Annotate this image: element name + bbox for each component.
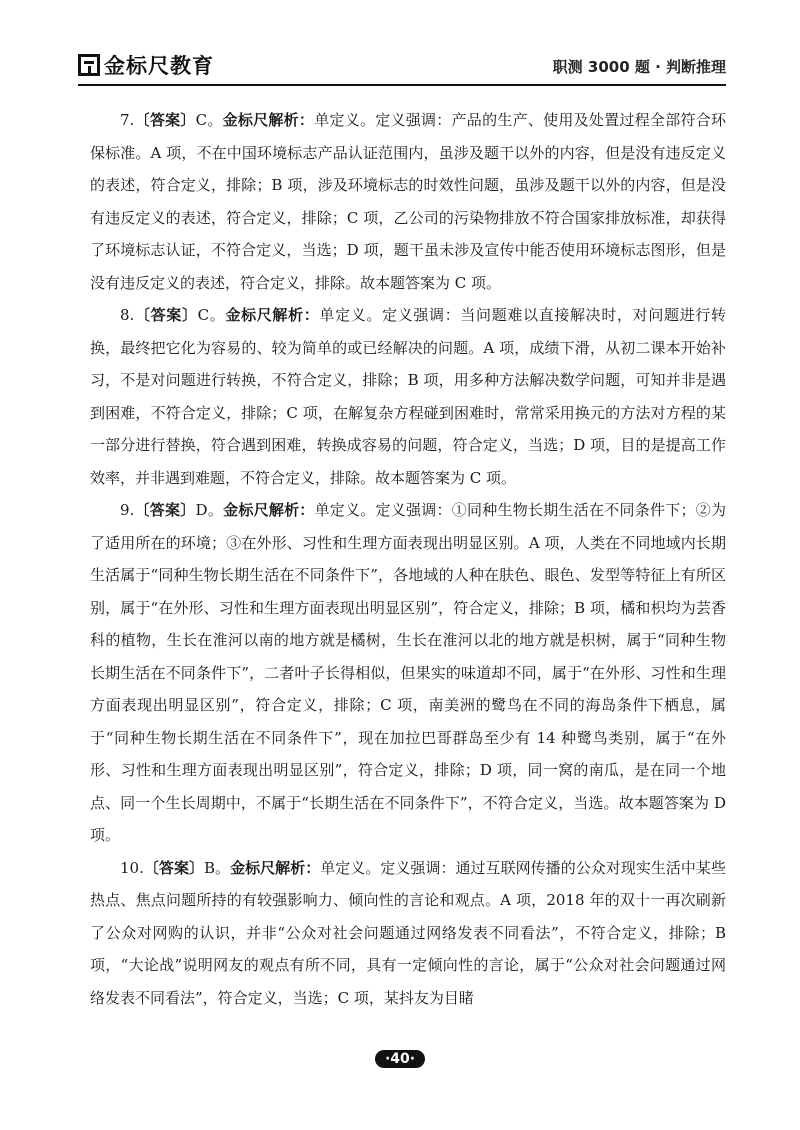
answer-paragraph-8 <box>90 299 726 494</box>
analysis-label: 金标尺解析： <box>225 306 320 324</box>
analysis-body: 单定义。定义强调：产品的生产、使用及处置过程全部符合环保标准。A 项，不在中国环境标志产品认证范围内，虽涉及题干以外的内容，但是没有违反定义的表述，符合定义，排除；B 项，涉及环境标志的时效性问题，虽涉及题干以外的内容，但是没有违反定义的表述，符合定义，排除；C 项，乙公司的污染物排放不符合国家排放标准，却获得了环境标志认证，不符合定义，当选；D 项，题干虽未涉及宣传中能否使用环境标志图形，但是没有违反定义的表述，符合定义，排除。故本题答案为 C 项。 <box>90 111 726 292</box>
analysis-body: 单定义。定义强调：当问题难以直接解决时，对问题进行转换，最终把它化为容易的、较为简单的或已经解决的问题。A 项，成绩下滑，从初二课本开始补习，不是对问题进行转换，不符合定义，排除；B 项，用多种方法解决数学问题，可知并非是遇到困难，不符合定义，排除；C 项，在解复杂方程碰到困难时，常常采用换元的方法对方程的某一部分进行替换，符合遇到困难，转换成容易的问题，符合定义，当选；D 项，目的是提高工作效率，并非遇到难题，不符合定义，排除。故本题答案为 C 项。 <box>90 306 726 487</box>
header-divider <box>78 84 726 86</box>
answer-letter: B。 <box>204 858 231 877</box>
answer-paragraph-7 <box>90 104 726 299</box>
analysis-label: 金标尺解析： <box>222 111 315 129</box>
answer-paragraph-9 <box>90 494 726 852</box>
answer-paragraph-10 <box>90 852 726 1015</box>
page-number: ·40· <box>375 1050 425 1068</box>
answer-tag: 〔答案〕 <box>134 111 196 129</box>
brand-logo <box>78 52 214 78</box>
logo-icon <box>78 54 100 76</box>
analysis-label: 金标尺解析： <box>223 501 315 519</box>
answer-content <box>90 104 726 1014</box>
logo-text: 金标尺教育 <box>104 54 214 78</box>
answer-tag: 〔答案〕 <box>143 858 204 877</box>
page-header <box>78 52 726 82</box>
answer-tag: 〔答案〕 <box>134 306 198 324</box>
answer-letter: D。 <box>195 501 224 519</box>
analysis-body: 单定义。定义强调：通过互联网传播的公众对现实生活中某些热点、焦点问题所持的有较强影响力、倾向性的言论和观点。A 项，2018 年的双十一再次刷新了公众对网购的认识，并非“公众对社会问题通过网络发表不同看法”，不符合定义，排除；B 项，“大论战”说明网友的观点有所不同，具有一定倾向性的言论，属于“公众对社会问题通过网络发表不同看法”，符合定义，当选；C 项，某抖友为目睹 <box>90 858 726 1007</box>
page-footer <box>0 1048 800 1068</box>
question-number: 9. <box>120 501 135 519</box>
question-number: 10. <box>120 858 144 877</box>
answer-tag: 〔答案〕 <box>134 501 196 519</box>
question-number: 8. <box>120 306 135 324</box>
analysis-body: 单定义。定义强调：①同种生物长期生活在不同条件下；②为了适用所在的环境；③在外形、习性和生理方面表现出明显区别。A 项，人类在不同地域内长期生活属于“同种生物长期生活在不同条件下”，各地域的人种在肤色、眼色、发型等特征上有所区别，属于“在外形、习性和生理方面表现出明显区别”，符合定义，排除；B 项，橘和枳均为芸香科的植物，生长在淮河以南的地方就是橘树，生长在淮河以北的地方就是枳树，属于“同种生物长期生活在不同条件下”，二者叶子长得相似，但果实的味道却不同，属于“在外形、习性和生理方面表现出明显区别”，符合定义，排除；C 项，南美洲的鹭鸟在不同的海岛条件下栖息，属于“同种生物长期生活在不同条件下”，现在加拉巴哥群岛至少有 14 种鹭鸟类别，属于“在外形、习性和生理方面表现出明显区别”，符合定义，排除；D 项，同一窝的南瓜，是在同一个地点、同一个生长周期中，不属于“长期生活在不同条件下”，不符合定义，当选。故本题答案为 D 项。 <box>90 501 726 844</box>
analysis-label: 金标尺解析： <box>230 858 321 877</box>
answer-letter: C。 <box>197 306 226 324</box>
book-section-title: 职测 3000 题 · 判断推理 <box>552 58 726 76</box>
answer-letter: C。 <box>195 111 223 129</box>
question-number: 7. <box>120 111 135 129</box>
